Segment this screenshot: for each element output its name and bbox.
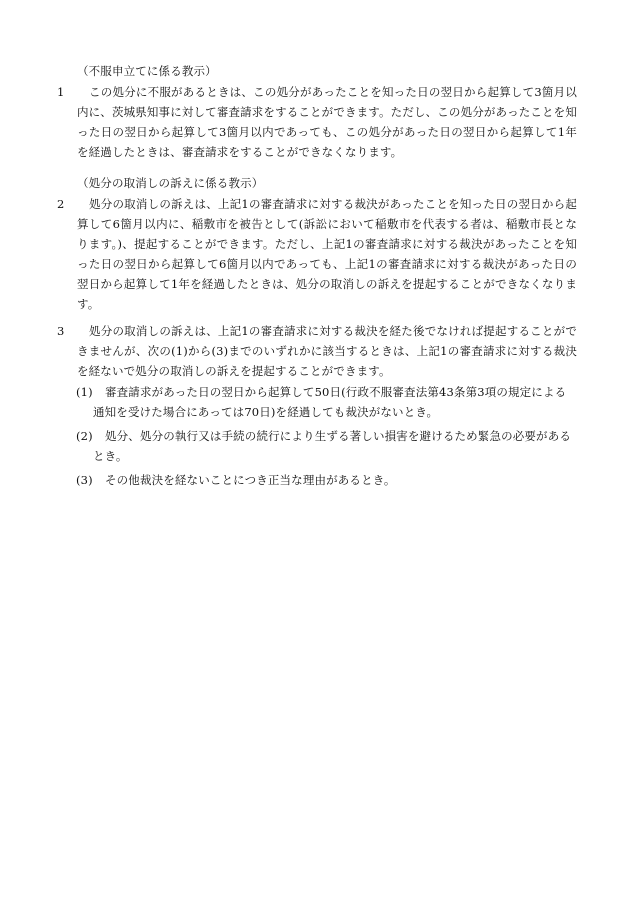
- section-3-subitem-3: [76, 470, 576, 490]
- section-1-text: この処分に不服があるときは、この処分があったことを知った日の翌日から起算して3箇月以内に、茨城県知事に対して審査請求をすることができます。ただし、この処分があったことを知った日の翌日から起算して3箇月以内であっても、この処分があった日の翌日から起算して1年を経過したときは、審査請求をすることができなくなります。: [77, 85, 577, 159]
- subitem-number: (1): [76, 385, 93, 399]
- subitem-number: (2): [76, 429, 93, 443]
- subitem-text: 処分、処分の執行又は手続の続行により生ずる著しい損害を避けるため緊急の必要があるとき。: [93, 429, 571, 463]
- section-3-subitem-1: [76, 382, 576, 422]
- subitem-text: その他裁決を経ないことにつき正当な理由があるとき。: [105, 473, 396, 487]
- section-2-text: 処分の取消しの訴えは、上記1の審査請求に対する裁決があったことを知った日の翌日から起算して6箇月以内に、稲敷市を被告として(訴訟において稲敷市を代表する者は、稲敷市長となります。)、提起することができます。ただし、上記1の審査請求に対する裁決があったことを知った日の翌日から起算して6箇月以内であっても、上記1の審査請求に対する裁決があった日の翌日から起算して1年を経過したときは、処分の取消しの訴えを提起することができなくなります。: [77, 197, 577, 311]
- section-1-item: [57, 82, 577, 162]
- section-2-item: [57, 194, 577, 314]
- section-2-heading: （処分の取消しの訴えに係る教示）: [77, 176, 264, 190]
- section-3-subitem-2: [76, 426, 576, 466]
- section-1-number: 1: [57, 85, 65, 99]
- section-2-number: 2: [57, 197, 65, 211]
- section-3-text: 処分の取消しの訴えは、上記1の審査請求に対する裁決を経た後でなければ提起することができませんが、次の(1)から(3)までのいずれかに該当するときは、上記1の審査請求に対する裁決を経ないで処分の取消しの訴えを提起することができます。: [77, 324, 577, 378]
- subitem-text: 審査請求があった日の翌日から起算して50日(行政不服審査法第43条第3項の規定による通知を受けた場合にあっては70日)を経過しても裁決がないとき。: [93, 385, 567, 419]
- section-1-heading: （不服申立てに係る教示）: [77, 64, 217, 78]
- section-3-number: 3: [57, 324, 65, 338]
- subitem-number: (3): [76, 473, 93, 487]
- section-3-item: [57, 321, 577, 381]
